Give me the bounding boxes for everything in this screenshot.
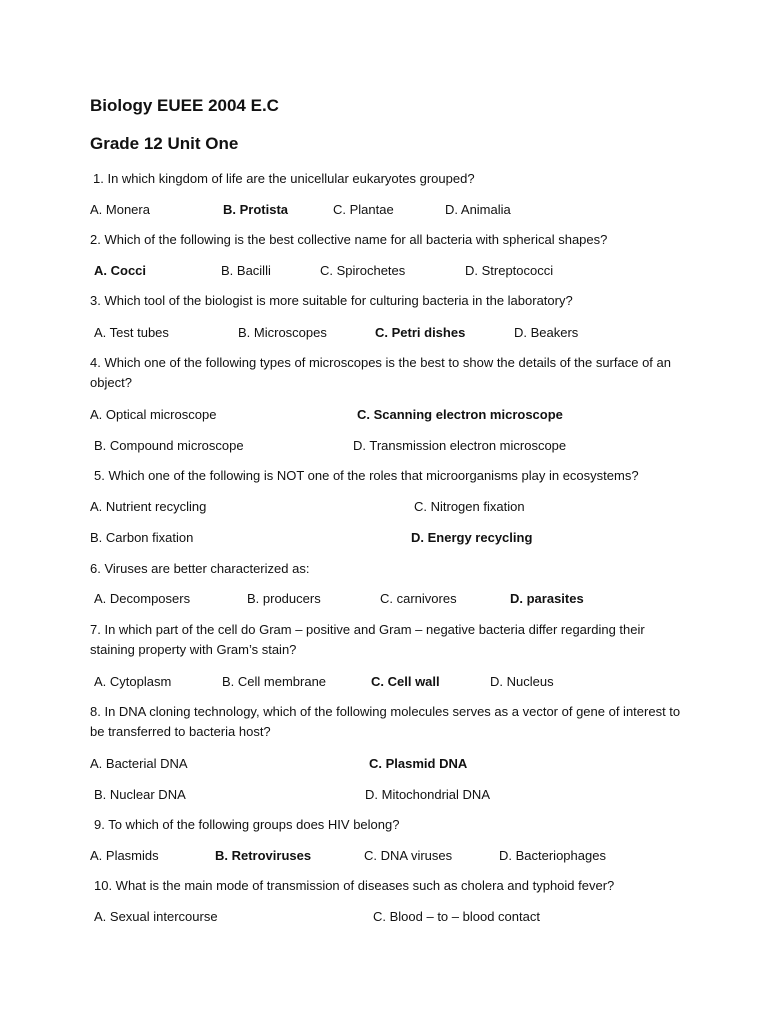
question-1-text: 1. In which kingdom of life are the unicellular eukaryotes grouped? xyxy=(93,171,475,186)
question-4-option-b: B. Compound microscope xyxy=(94,438,244,453)
question-2-text: 2. Which of the following is the best collective name for all bacteria with spherical shapes? xyxy=(90,232,608,247)
question-4-option-d: D. Transmission electron microscope xyxy=(353,438,567,453)
question-10-option-c: C. Blood – to – blood contact xyxy=(373,909,540,924)
question-10-option-a: A. Sexual intercourse xyxy=(94,909,218,924)
question-5-option-d: D. Energy recycling xyxy=(411,530,533,545)
question-9-option-b: B. Retroviruses xyxy=(215,848,312,863)
question-8-option-b: B. Nuclear DNA xyxy=(94,787,186,802)
question-6-option-d: D. parasites xyxy=(510,591,584,606)
question-3-option-a: A. Test tubes xyxy=(94,325,169,340)
question-5-option-a: A. Nutrient recycling xyxy=(90,499,207,514)
question-3-option-b: B. Microscopes xyxy=(238,325,327,340)
question-9-text: 9. To which of the following groups does HIV belong? xyxy=(94,817,400,832)
question-3-text: 3. Which tool of the biologist is more suitable for culturing bacteria in the laboratory? xyxy=(90,293,573,308)
document-title: Biology EUEE 2004 E.C xyxy=(90,96,279,115)
question-5-text: 5. Which one of the following is NOT one of the roles that microorganisms play in ecosystems? xyxy=(94,468,639,483)
question-8-option-c: C. Plasmid DNA xyxy=(369,756,468,771)
question-9-option-d: D. Bacteriophages xyxy=(499,848,606,863)
question-6-option-a: A. Decomposers xyxy=(94,591,191,606)
question-1-option-a: A. Monera xyxy=(90,202,150,217)
question-7-option-b: B. Cell membrane xyxy=(222,674,327,689)
question-9-option-c: C. DNA viruses xyxy=(364,848,453,863)
question-3-option-c: C. Petri dishes xyxy=(375,325,466,340)
question-6-text: 6. Viruses are better characterized as: xyxy=(90,561,310,576)
question-7-text: 7. In which part of the cell do Gram – positive and Gram – negative bacteria differ regarding their staining property with Gram’s stain? xyxy=(90,622,645,657)
question-6-option-b: B. producers xyxy=(247,591,321,606)
question-1-option-b: B. Protista xyxy=(223,202,289,217)
question-6-option-c: C. carnivores xyxy=(380,591,457,606)
question-9-option-a: A. Plasmids xyxy=(90,848,159,863)
question-7-option-c: C. Cell wall xyxy=(371,674,440,689)
question-2-option-d: D. Streptococci xyxy=(465,263,554,278)
question-1-option-d: D. Animalia xyxy=(445,202,511,217)
question-2-option-c: C. Spirochetes xyxy=(320,263,406,278)
question-4-option-c: C. Scanning electron microscope xyxy=(357,407,563,422)
document-subtitle: Grade 12 Unit One xyxy=(90,134,239,153)
question-7-option-d: D. Nucleus xyxy=(490,674,554,689)
question-5-option-c: C. Nitrogen fixation xyxy=(414,499,525,514)
question-3-option-d: D. Beakers xyxy=(514,325,579,340)
question-8-option-a: A. Bacterial DNA xyxy=(90,756,188,771)
question-8-text: 8. In DNA cloning technology, which of the following molecules serves as a vector of gene of interest to be transferred to bacteria host? xyxy=(90,704,681,739)
question-8-option-d: D. Mitochondrial DNA xyxy=(365,787,490,802)
question-10-text: 10. What is the main mode of transmission of diseases such as cholera and typhoid fever? xyxy=(94,878,615,893)
question-1-option-c: C. Plantae xyxy=(333,202,394,217)
question-7-option-a: A. Cytoplasm xyxy=(94,674,172,689)
question-2-option-a: A. Cocci xyxy=(94,263,147,278)
question-4-text: 4. Which one of the following types of microscopes is the best to show the details of the surface of an object? xyxy=(90,355,671,390)
question-5-option-b: B. Carbon fixation xyxy=(90,530,194,545)
question-4-option-a: A. Optical microscope xyxy=(90,407,217,422)
question-2-option-b: B. Bacilli xyxy=(221,263,271,278)
